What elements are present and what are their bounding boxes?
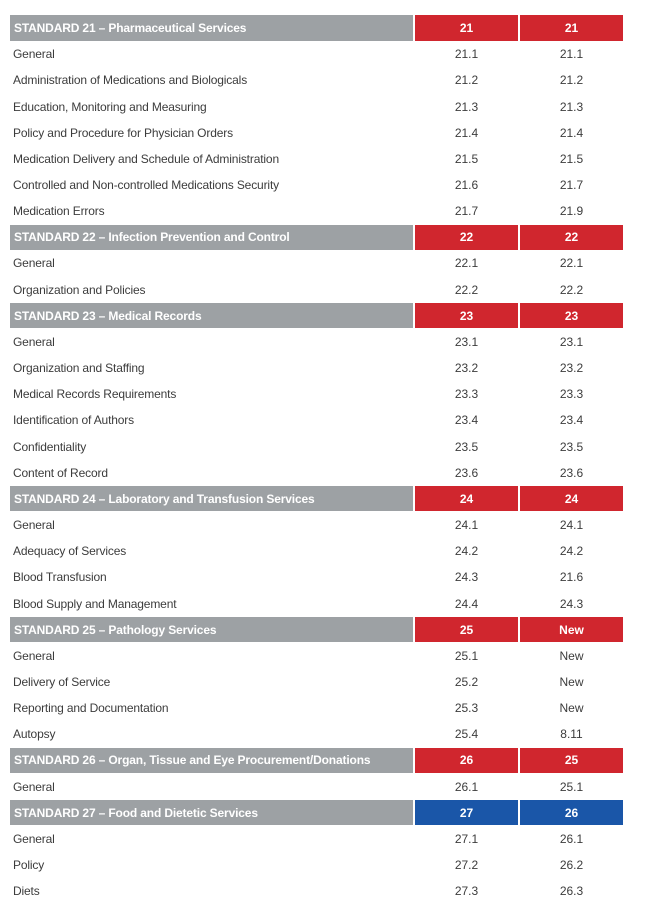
standard-item-row (10, 721, 623, 747)
standard-section-row (10, 486, 623, 512)
number-cell-left: 23.2 (454, 361, 479, 376)
standard-section-row (10, 15, 623, 41)
number-cell-left: 21 (415, 15, 518, 40)
standard-item-row (10, 277, 623, 303)
standard-section-row (10, 747, 623, 773)
item-label: Blood Transfusion (13, 570, 107, 585)
item-label: Confidentiality (13, 439, 87, 454)
number-cell-right: 25 (520, 748, 623, 773)
standard-item-row (10, 250, 623, 276)
number-cell-left: 23.4 (454, 413, 479, 428)
number-cell-right: 23.3 (559, 387, 584, 402)
number-cell-left: 22.1 (454, 256, 479, 271)
standard-item-row (10, 564, 623, 590)
standard-item-row (10, 878, 623, 904)
item-label: General (13, 256, 55, 271)
item-label: Autopsy (13, 727, 56, 742)
standard-item-row (10, 329, 623, 355)
standard-section-row (10, 224, 623, 250)
number-cell-left: 24.2 (454, 544, 479, 559)
standard-item-row (10, 590, 623, 616)
item-label: Administration of Medications and Biologicals (13, 73, 248, 88)
item-label: General (13, 779, 55, 794)
number-cell-left: 24.1 (454, 518, 479, 533)
standard-item-row (10, 826, 623, 852)
number-cell-left: 23 (415, 303, 518, 328)
standard-item-row (10, 67, 623, 93)
item-label: Organization and Staffing (13, 361, 145, 376)
number-cell-left: 26.1 (454, 779, 479, 794)
standard-section-title: STANDARD 26 – Organ, Tissue and Eye Procurement/Donations (10, 748, 413, 773)
standard-section-title: STANDARD 23 – Medical Records (10, 303, 413, 328)
standard-section-row (10, 800, 623, 826)
item-label: Reporting and Documentation (13, 701, 169, 716)
number-cell-left: 21.7 (454, 204, 479, 219)
number-cell-left: 25.1 (454, 648, 479, 663)
number-cell-left: 23.1 (454, 334, 479, 349)
item-label: General (13, 831, 55, 846)
standards-crosswalk-table (10, 15, 623, 904)
number-cell-right: 22 (520, 225, 623, 250)
number-cell-right: 22.1 (559, 256, 584, 271)
number-cell-left: 26 (415, 748, 518, 773)
standard-item-row (10, 774, 623, 800)
number-cell-right: 8.11 (560, 727, 583, 742)
number-cell-right: 23 (520, 303, 623, 328)
number-cell-right: 21.9 (559, 204, 584, 219)
item-label: Organization and Policies (13, 282, 146, 297)
number-cell-right: 21.7 (559, 178, 584, 193)
number-cell-left: 27.1 (454, 831, 479, 846)
number-cell-left: 23.5 (454, 439, 479, 454)
number-cell-right: 24.1 (559, 518, 584, 533)
standard-item-row (10, 198, 623, 224)
number-cell-right: 23.2 (559, 361, 584, 376)
number-cell-left: 22.2 (454, 282, 479, 297)
number-cell-right: 26.3 (559, 884, 584, 899)
item-label: Controlled and Non-controlled Medications Security (13, 178, 279, 193)
number-cell-left: 23.6 (454, 465, 479, 480)
number-cell-left: 24 (415, 486, 518, 511)
item-label: Adequacy of Services (13, 544, 127, 559)
standard-item-row (10, 695, 623, 721)
item-label: General (13, 47, 55, 62)
standard-item-row (10, 93, 623, 119)
number-cell-right: 26.2 (559, 858, 584, 873)
standard-item-row (10, 381, 623, 407)
number-cell-left: 22 (415, 225, 518, 250)
number-cell-right: 21.5 (559, 151, 584, 166)
standard-item-row (10, 460, 623, 486)
number-cell-right: 23.4 (559, 413, 584, 428)
number-cell-left: 25.3 (454, 701, 479, 716)
item-label: Diets (13, 884, 40, 899)
number-cell-left: 25 (415, 617, 518, 642)
number-cell-right: 23.6 (559, 465, 584, 480)
number-cell-left: 24.3 (454, 570, 479, 585)
standard-item-row (10, 669, 623, 695)
standard-section-title: STANDARD 27 – Food and Dietetic Services (10, 800, 413, 825)
item-label: Medication Delivery and Schedule of Administration (13, 151, 279, 166)
number-cell-right: 21.1 (559, 47, 584, 62)
standard-item-row (10, 407, 623, 433)
number-cell-left: 25.4 (454, 727, 479, 742)
number-cell-right: 25.1 (559, 779, 584, 794)
number-cell-left: 21.2 (454, 73, 479, 88)
number-cell-left: 23.3 (454, 387, 479, 402)
standard-item-row (10, 172, 623, 198)
standard-item-row (10, 852, 623, 878)
item-label: Medical Records Requirements (13, 387, 177, 402)
number-cell-left: 21.5 (454, 151, 479, 166)
number-cell-left: 21.3 (454, 99, 479, 114)
number-cell-right: 23.1 (559, 334, 584, 349)
number-cell-left: 27.2 (454, 858, 479, 873)
number-cell-right: 24 (520, 486, 623, 511)
number-cell-right: 22.2 (559, 282, 584, 297)
standard-section-title: STANDARD 24 – Laboratory and Transfusion Services (10, 486, 413, 511)
number-cell-right: New (559, 701, 584, 716)
standard-item-row (10, 355, 623, 381)
standard-item-row (10, 434, 623, 460)
standard-section-title: STANDARD 21 – Pharmaceutical Services (10, 15, 413, 40)
number-cell-left: 25.2 (454, 674, 479, 689)
standard-section-row (10, 303, 623, 329)
number-cell-right: 26 (520, 800, 623, 825)
standard-section-row (10, 617, 623, 643)
standard-item-row (10, 120, 623, 146)
standard-section-title: STANDARD 25 – Pathology Services (10, 617, 413, 642)
number-cell-right: 21.6 (559, 570, 584, 585)
number-cell-right: New (559, 648, 584, 663)
standard-item-row (10, 146, 623, 172)
number-cell-left: 24.4 (454, 596, 479, 611)
number-cell-right: 23.5 (559, 439, 584, 454)
standard-item-row (10, 512, 623, 538)
item-label: Delivery of Service (13, 674, 111, 689)
item-label: Content of Record (13, 465, 108, 480)
item-label: Policy (13, 858, 45, 873)
number-cell-left: 27.3 (454, 884, 479, 899)
number-cell-left: 21.4 (454, 125, 479, 140)
item-label: General (13, 334, 55, 349)
item-label: Education, Monitoring and Measuring (13, 99, 207, 114)
item-label: General (13, 518, 55, 533)
number-cell-right: 26.1 (559, 831, 584, 846)
item-label: Medication Errors (13, 204, 105, 219)
number-cell-left: 27 (415, 800, 518, 825)
number-cell-right: New (520, 617, 623, 642)
item-label: Blood Supply and Management (13, 596, 177, 611)
item-label: Policy and Procedure for Physician Orders (13, 125, 233, 140)
number-cell-right: 21.2 (559, 73, 584, 88)
standard-item-row (10, 538, 623, 564)
number-cell-right: 24.3 (559, 596, 584, 611)
standard-item-row (10, 643, 623, 669)
number-cell-right: 21.4 (559, 125, 584, 140)
item-label: Identification of Authors (13, 413, 134, 428)
item-label: General (13, 648, 55, 663)
standard-item-row (10, 41, 623, 67)
standard-section-title: STANDARD 22 – Infection Prevention and Control (10, 225, 413, 250)
number-cell-left: 21.1 (454, 47, 479, 62)
number-cell-right: 21 (520, 15, 623, 40)
number-cell-right: 24.2 (559, 544, 584, 559)
number-cell-right: 21.3 (559, 99, 584, 114)
number-cell-right: New (559, 674, 584, 689)
number-cell-left: 21.6 (454, 178, 479, 193)
